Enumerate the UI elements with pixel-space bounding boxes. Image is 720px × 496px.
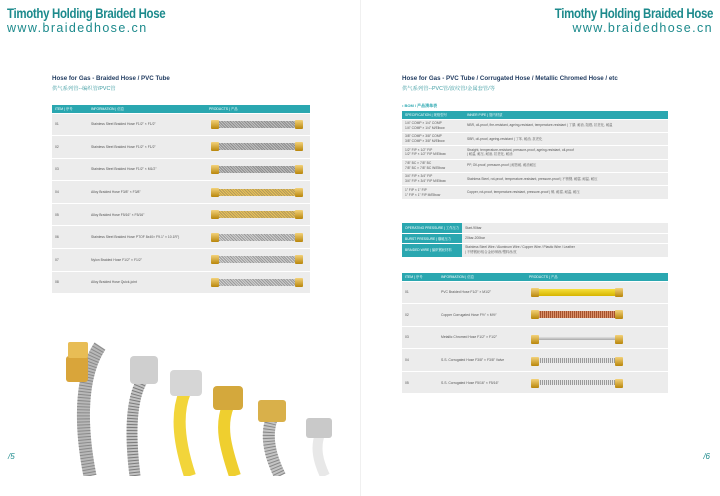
grey-hose-image <box>215 279 299 286</box>
spec-value: 1/2" FIP × 1/2" FIP 1/2" FIP × 1/2" FIP M/Elbow <box>402 146 464 159</box>
table-row <box>52 226 310 249</box>
left-section-header <box>52 75 170 92</box>
item-information: S.S. Corrugated Hose F3/8" × F3/8" Valve <box>438 349 526 372</box>
table-row <box>402 281 668 304</box>
spec-row <box>402 186 668 199</box>
col-products: PRODUCTS | 产品 <box>206 105 310 113</box>
table-row <box>402 371 668 394</box>
property-value: 20bar-200bar <box>462 233 668 243</box>
inner-pipe-value: Copper, rot-proof, temperature-resistant, pressure-proof | 铜, 耐腐, 耐温, 耐压 <box>464 186 668 199</box>
property-row <box>402 223 668 233</box>
spec-value: 1" FIP × 1" FIP 1" FIP × 1" FIP M/Elbow <box>402 186 464 199</box>
product-cell <box>206 136 310 159</box>
product-cell <box>206 249 310 272</box>
table-row <box>52 136 310 159</box>
right-product-table <box>402 273 668 394</box>
chrome-hose-image <box>535 336 619 340</box>
item-number: 01 <box>402 281 438 304</box>
table-row <box>402 304 668 327</box>
pvc-hose-image <box>535 289 619 296</box>
spec-value: 3/8" COMP × 3/8" COMP 3/8" COMP × 3/8" M/Elbow <box>402 132 464 145</box>
property-label: OPERATING PRESSURE | 工作压力 <box>402 223 462 233</box>
col-inner-pipe: INNER PIPE | 管内材质 <box>464 111 668 119</box>
brand-url: www.braidedhose.cn <box>572 21 713 35</box>
grey-hose-image <box>215 256 299 263</box>
item-information: Stainless Steel Braided Hose F1/2" × F1/2" <box>88 136 206 159</box>
table-row <box>52 113 310 136</box>
properties-table <box>402 223 668 258</box>
spec-row <box>402 159 668 172</box>
page-number-left: /5 <box>8 452 15 461</box>
item-information: Copper Corrugated Hose F½" × M½" <box>438 304 526 327</box>
property-label: BRAIDED WIRE | 编织钢丝材料 <box>402 243 462 257</box>
left-section-title: Hose for Gas - Braided Hose / PVC Tube <box>52 75 170 82</box>
item-number: 01 <box>52 113 88 136</box>
spec-row <box>402 173 668 186</box>
property-value: Stainless Steel Wire / Aluminum Wire / Copper Wire / Plastic Wire / Leather | 不锈钢丝/铝合金丝/铜丝/塑料丝/皮 <box>462 243 668 257</box>
col-specification: SPECIFICATION | 规格型号 <box>402 111 464 119</box>
item-information: Stainless Steel Braided Hose F1/2" × F1/2" <box>88 113 206 136</box>
table-row <box>52 158 310 181</box>
table-row <box>402 326 668 349</box>
product-cell <box>526 349 668 372</box>
item-information: PVC Braided Hose F1/2" × M1/2" <box>438 281 526 304</box>
product-cell <box>206 203 310 226</box>
left-product-table <box>52 105 310 294</box>
brand-left <box>7 6 200 35</box>
inner-pipe-value: Stainless Steel, rot-proof, temperature-resistant, pressure-proof | 不锈钢, 耐腐, 耐温, 耐压 <box>464 173 668 186</box>
product-cell <box>206 113 310 136</box>
table-row <box>402 349 668 372</box>
item-information: Alloy Braided Hose Quick-joint <box>88 271 206 294</box>
item-number: 02 <box>52 136 88 159</box>
bom-label: • BOM / 产品清单表 <box>402 103 438 108</box>
spec-row <box>402 146 668 159</box>
item-number: 05 <box>52 203 88 226</box>
right-section-header <box>402 75 618 92</box>
product-cell <box>206 158 310 181</box>
brand-url: www.braidedhose.cn <box>7 21 148 35</box>
item-information: Nylon Braided Hose F1/2" × F1/2" <box>88 249 206 272</box>
col-information: INFORMATION | 信息 <box>438 273 526 281</box>
inner-pipe-value: SBR, oil-proof, ageing-resistant | 丁苯, 耐油, 抗老化 <box>464 132 668 145</box>
property-value: Start-90bar <box>462 223 668 233</box>
steel-hose-image <box>215 166 299 173</box>
item-number: 05 <box>402 371 438 394</box>
product-cell <box>206 226 310 249</box>
product-cell <box>526 371 668 394</box>
item-information: Stainless Steel Braided Hose F1/2" × M1/2" <box>88 158 206 181</box>
item-number: 07 <box>52 249 88 272</box>
yellow-hose-image <box>215 189 299 196</box>
copper-hose-image <box>535 311 619 318</box>
item-information: Alloy Braided Hose F3/8" × F3/8" <box>88 181 206 204</box>
yellow-hose-image <box>215 211 299 218</box>
page-number-right: /6 <box>703 452 710 461</box>
spec-row <box>402 119 668 132</box>
item-information: Alloy Braided Hose F5/16" × F5/16" <box>88 203 206 226</box>
page-fold <box>360 0 361 496</box>
item-information: Stainless Steel Braided Hose PTOF 8x40× F9.1" × 10.1R") <box>88 226 206 249</box>
table-row <box>52 249 310 272</box>
right-section-title: Hose for Gas - PVC Tube / Corrugated Hose / Metallic Chromed Hose / etc <box>402 75 618 82</box>
product-cell <box>206 181 310 204</box>
table-row <box>52 181 310 204</box>
item-number: 04 <box>52 181 88 204</box>
brand-right <box>520 6 713 35</box>
table-row <box>52 271 310 294</box>
product-cell <box>526 326 668 349</box>
left-section-subtitle: 供气系列管--编织管/PVC管 <box>52 86 116 92</box>
col-information: INFORMATION | 信息 <box>88 105 206 113</box>
spec-row <box>402 132 668 145</box>
product-cell <box>206 271 310 294</box>
brand-name: Timothy Holding Braided Hose <box>7 5 166 21</box>
steel-hose-image <box>215 143 299 150</box>
spec-value: 7/8" BC × 7/8" BC 7/8" BC × 7/8" BC W/Elbow <box>402 159 464 172</box>
brand-name: Timothy Holding Braided Hose <box>554 5 713 21</box>
spec-value: 3/4" FIP × 3/4" FIP 3/4" FIP × 3/4" FIP M/Elbow <box>402 173 464 186</box>
inner-pipe-value: Straight, temperature-resistant, pressure-proof, ageing-resistant, oil-proof | 耐温, 耐压, 耐油, 抗老化, 耐油 <box>464 146 668 159</box>
item-number: 08 <box>52 271 88 294</box>
property-label: BURST PRESSURE | 爆破压力 <box>402 233 462 243</box>
right-section-subtitle: 供气系列管--PVC管/波纹管/金属套管/等 <box>402 86 495 92</box>
inner-pipe-value: PP, Oil-proof, pressure-proof | 耐热耐, 耐油耐压 <box>464 159 668 172</box>
item-number: 04 <box>402 349 438 372</box>
product-cell <box>526 281 668 304</box>
col-item: ITEM | 序号 <box>52 105 88 113</box>
item-number: 02 <box>402 304 438 327</box>
item-information: Metallic Chromed Hose F1/2" × F1/2" <box>438 326 526 349</box>
product-cell <box>526 304 668 327</box>
spec-table <box>402 111 668 200</box>
item-number: 06 <box>52 226 88 249</box>
inner-pipe-value: NBR, oil-proof, fire-resistant, ageing-resistant, temperature-resistant | 丁腈, 耐油, 阻燃, 抗老化, 耐温 <box>464 119 668 132</box>
grey-hose-image <box>215 234 299 241</box>
ss-hose-image <box>535 358 619 363</box>
property-row <box>402 243 668 257</box>
item-information: S.S. Corrugated Hose F5/16" × F5/16" <box>438 371 526 394</box>
ss-hose-image <box>535 380 619 385</box>
spec-value: 1/4" COMP × 1/4" COMP 1/4" COMP × 1/4" M/Elbow <box>402 119 464 132</box>
steel-hose-image <box>215 121 299 128</box>
hose-product-photo <box>60 336 350 476</box>
col-item: ITEM | 序号 <box>402 273 438 281</box>
item-number: 03 <box>52 158 88 181</box>
item-number: 03 <box>402 326 438 349</box>
property-row <box>402 233 668 243</box>
table-row <box>52 203 310 226</box>
col-products: PRODUCTS | 产品 <box>526 273 668 281</box>
